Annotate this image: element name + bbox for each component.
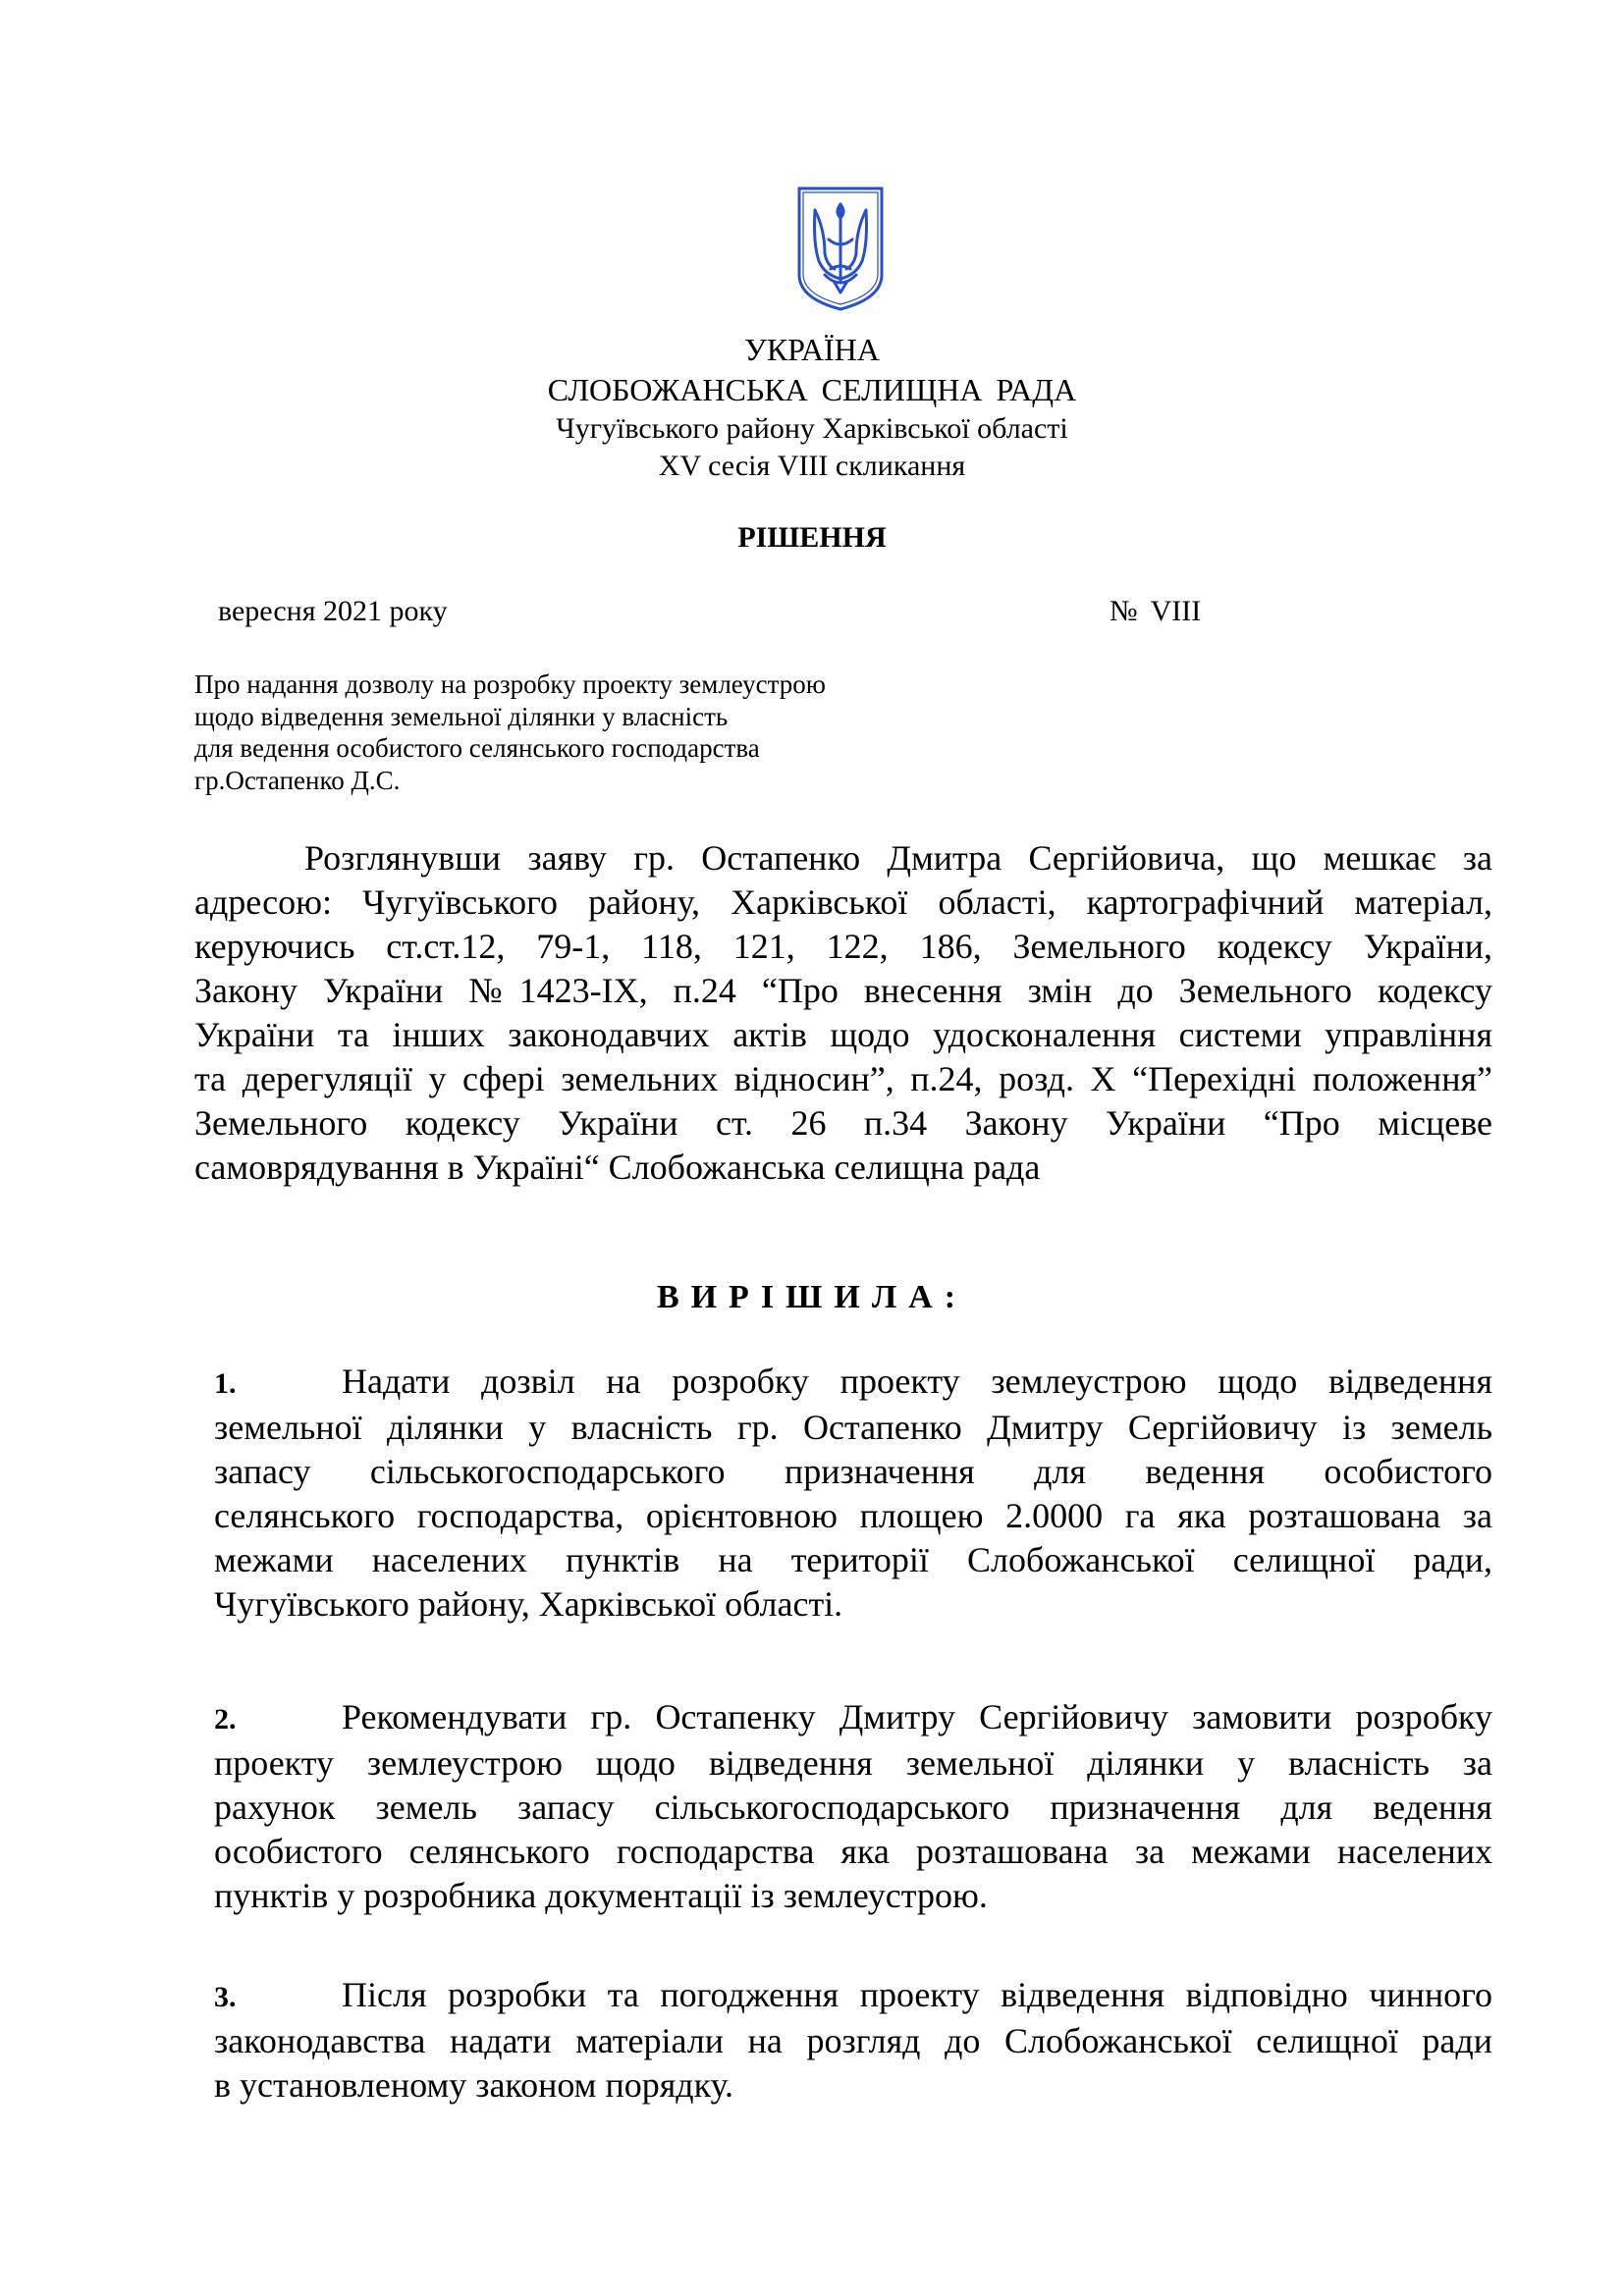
item-line-lead xyxy=(214,1973,1492,2019)
item-line: особистого селянського господарства яка розташована за межами населених xyxy=(214,1832,1492,1871)
decision-item-2 xyxy=(214,1695,1492,1918)
decision-item-1 xyxy=(214,1360,1492,1627)
preamble-line: Розглянувши заяву гр. Остапенко Дмитра Сергійовича, що мешкає за xyxy=(304,838,1492,878)
council-title: СЛОБОЖАНСЬКА СЕЛИЩНА РАДА xyxy=(547,372,1077,407)
item-line: Після розробки та погодження проекту відведення відповідно чинного xyxy=(342,1975,1492,2014)
preamble-line: Земельного кодексу України ст. 26 п.34 Закону України “Про місцеве xyxy=(194,1103,1492,1143)
decision-item-3 xyxy=(214,1973,1492,2108)
document-type-title: РІШЕННЯ xyxy=(737,521,887,554)
item-line: Чугуївського району, Харківської області. xyxy=(214,1584,843,1624)
item-line: рахунок земель запасу сільськогосподарського призначення для ведення xyxy=(214,1788,1492,1827)
item-line: земельної ділянки у власність гр. Остапенко Дмитру Сергійовичу із земель xyxy=(214,1408,1492,1447)
item-line-lead xyxy=(214,1695,1492,1741)
preamble-paragraph xyxy=(194,836,1492,1190)
decision-number: № VIII xyxy=(1110,595,1202,627)
item-line: Рекомендувати гр. Остапенку Дмитру Сергійовичу замовити розробку xyxy=(342,1697,1492,1736)
item-line: запасу сільськогосподарського призначення для ведення особистого xyxy=(214,1452,1492,1491)
item-number: 2. xyxy=(214,1703,237,1735)
item-line: законодавства надати матеріали на розгляд до Слобожанської селищної ради xyxy=(214,2021,1492,2060)
preamble-line: Закону України №1423-ІХ, п.24 “Про внесення змін до Земельного кодексу xyxy=(194,971,1492,1010)
item-line: межами населених пунктів на території Слобожанської селищної ради, xyxy=(214,1540,1492,1579)
resolved-heading: ВИРІШИЛА: xyxy=(656,1279,968,1315)
item-number: 3. xyxy=(214,1981,237,2013)
item-line: в установленому законом порядку. xyxy=(214,2065,733,2105)
country-title: УКРАЇНА xyxy=(744,332,880,367)
subject-line: для ведення особистого селянського господарства xyxy=(194,733,760,763)
item-line: пунктів у розробника документації із землеустрою. xyxy=(214,1876,988,1915)
subject-line: гр.Остапенко Д.С. xyxy=(194,765,401,795)
item-line: проекту землеустрою щодо відведення земельної ділянки у власність за xyxy=(214,1743,1492,1783)
preamble-line: адресою: Чугуївського району, Харківської області, картографічний матеріал, xyxy=(194,882,1492,922)
decision-date: вересня 2021 року xyxy=(218,595,448,627)
decision-subject xyxy=(194,668,980,796)
subject-line: Про надання дозволу на розробку проекту землеустрою xyxy=(194,669,826,699)
preamble-line: керуючись ст.ст.12, 79-1, 118, 121, 122, 186, Земельного кодексу України, xyxy=(194,927,1492,966)
district-subtitle: Чугуївського району Харківської області xyxy=(556,412,1068,445)
session-subtitle: XV сесія VIII скликання xyxy=(658,450,966,482)
preamble-line: та дерегуляції у сфері земельних відносин”, п.24, розд. Х “Перехідні положення” xyxy=(194,1059,1492,1098)
coat-of-arms-icon xyxy=(795,185,886,312)
subject-line: щодо відведення земельної ділянки у власність xyxy=(194,701,729,731)
item-number: 1. xyxy=(214,1367,237,1400)
preamble-line: самоврядування в Україні“ Слобожанська селищна рада xyxy=(194,1148,1041,1187)
item-line: селянського господарства, орієнтовною площею 2.0000 га яка розташована за xyxy=(214,1496,1492,1535)
preamble-line: України та інших законодавчих актів щодо удосконалення системи управління xyxy=(194,1015,1492,1054)
item-line-lead xyxy=(214,1360,1492,1406)
item-line: Надати дозвіл на розробку проекту землеустрою щодо відведення xyxy=(342,1362,1492,1401)
